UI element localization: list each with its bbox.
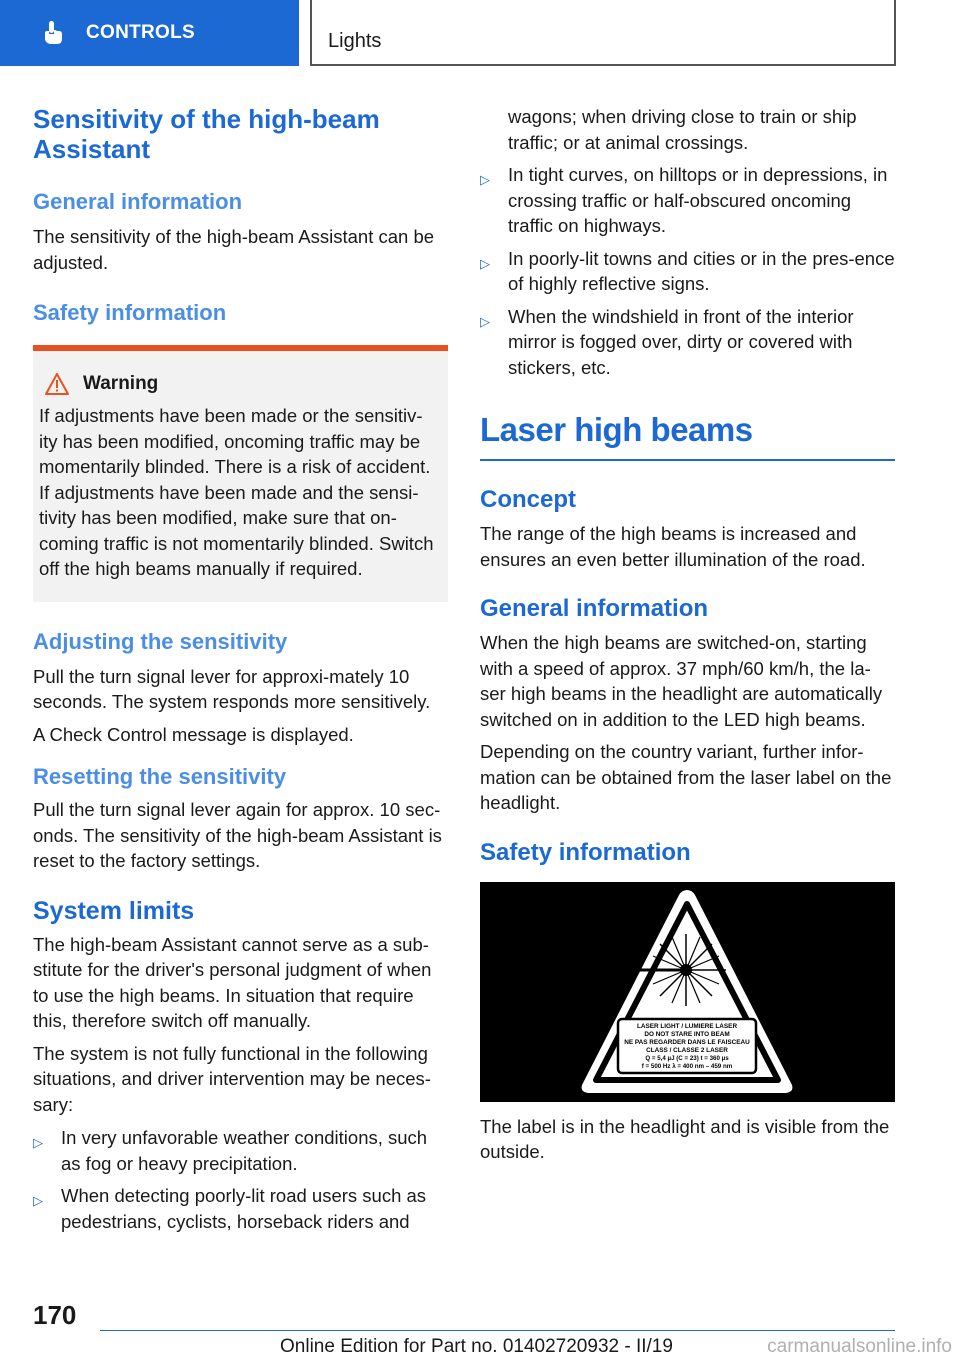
- list-item: ▷ When the windshield in front of the interior mirror is fogged over, dirty or covered with stickers, etc.: [480, 305, 854, 378]
- continued-text: wagons; when driving close to train or ship traffic; or at animal crossings.: [508, 106, 857, 153]
- page-header: [0, 0, 960, 66]
- laser-warning-sign: [480, 882, 895, 1102]
- edition-text: Online Edition for Part no. 01402720932 - II/19: [280, 1336, 673, 1357]
- section-tab[interactable]: [310, 0, 896, 66]
- watermark: carmanualsonline.info: [767, 1336, 952, 1357]
- triangle-bullet-icon: ▷: [480, 172, 490, 187]
- limits-text-2: The system is not fully functional in the following situations, and driver intervention may be neces-sary:: [33, 1042, 431, 1115]
- image-caption: The label is in the headlight and is visible from the outside.: [480, 1115, 890, 1162]
- system-limits-heading: System limits: [33, 896, 195, 925]
- laser-label-line: LASER LIGHT / LUMIERE LASER: [636, 1022, 738, 1030]
- warning-triangle-icon: [45, 373, 69, 395]
- hand-pointer-icon: [40, 20, 66, 46]
- footer-rule: [100, 1330, 895, 1331]
- laser-high-beams-heading: Laser high beams: [480, 411, 753, 448]
- warning-title: Warning: [83, 373, 159, 394]
- adjust-heading: Adjusting the sensitivity: [33, 628, 288, 654]
- safety-info-heading-right: Safety information: [480, 838, 691, 866]
- limits-list-left: [33, 1125, 448, 1234]
- triangle-bullet-icon: ▷: [33, 1193, 43, 1208]
- triangle-bullet-icon: ▷: [33, 1135, 43, 1150]
- triangle-bullet-icon: ▷: [480, 255, 490, 271]
- triangle-bullet-icon: ▷: [480, 313, 490, 329]
- adjust-text-1: Pull the turn signal lever for approxi-mately 10 seconds. The system responds more sensitively.: [33, 665, 431, 712]
- right-column: [480, 104, 895, 1165]
- warning-box: [33, 345, 448, 602]
- limits-list-right: [480, 162, 895, 380]
- warning-text: If adjustments have been made or the sensitiv-ity has been modified, oncoming traffic may be momentarily blinded. There is a risk of accident. If adjustments have been made and the sensi-tivity has been modified, make sure that on-coming traffic is not momentarily blinded. Switch off the high beams manually if required.: [39, 405, 434, 579]
- limits-text-1: The high-beam Assistant cannot serve as a sub-stitute for the driver's personal judgment of when to use the high beams. In situation that require this, therefore switch off manually.: [33, 933, 432, 1031]
- section-label: Lights: [328, 30, 382, 52]
- left-column: [33, 100, 448, 1241]
- general-info-heading-right: General information: [480, 595, 709, 622]
- adjust-text-2: A Check Control message is displayed.: [33, 723, 354, 745]
- chapter-tab[interactable]: [0, 0, 299, 66]
- laser-label-line: Q = 5,4 µJ (C = 23) t = 360 µs: [645, 1054, 729, 1062]
- warning-title-row: [45, 373, 440, 395]
- laser-warning-label-image: [480, 882, 895, 1102]
- safety-info-heading: Safety information: [33, 300, 227, 325]
- page-number: 170: [33, 1300, 77, 1330]
- list-item: ▷ In tight curves, on hilltops or in depressions, in crossing traffic or half-obscured oncoming traffic on highways.: [480, 164, 888, 236]
- list-item: ▷ When detecting poorly-lit road users such as pedestrians, cyclists, horseback riders and: [33, 1185, 427, 1232]
- sensitivity-title: Sensitivity of the high-beam Assistant: [33, 104, 380, 164]
- general-info-text: The sensitivity of the high-beam Assistant can be adjusted.: [33, 226, 435, 273]
- reset-text: Pull the turn signal lever again for approx. 10 sec-onds. The sensitivity of the high-beam Assistant is reset to the factory settings.: [33, 799, 442, 871]
- heading-rule: [480, 459, 895, 461]
- general-text-2: Depending on the country variant, further infor-mation can be obtained from the laser label on the headlight.: [480, 741, 892, 813]
- laser-label-line: DO NOT STARE INTO BEAM: [644, 1030, 730, 1038]
- laser-label-line: NE PAS REGARDER DANS LE FAISCEAU: [624, 1038, 750, 1046]
- concept-heading: Concept: [480, 486, 576, 513]
- general-text-1: When the high beams are switched-on, starting with a speed of approx. 37 mph/60 km/h, the la-ser high beams in the headlight are automatically switched on in addition to the LED high beams.: [480, 632, 883, 730]
- chapter-label: CONTROLS: [86, 22, 196, 43]
- list-item: ▷ In very unfavorable weather conditions, such as fog or heavy precipitation.: [33, 1127, 428, 1174]
- concept-text: The range of the high beams is increased and ensures an even better illumination of the road.: [480, 523, 866, 570]
- reset-heading: Resetting the sensitivity: [33, 764, 287, 789]
- laser-label-line: CLASS / CLASSE 2 LASER: [646, 1046, 728, 1054]
- laser-label-line: f = 500 Hz λ = 400 nm – 459 nm: [641, 1062, 733, 1070]
- list-item: ▷ In poorly-lit towns and cities or in the pres-ence of highly reflective signs.: [480, 247, 895, 294]
- general-info-heading: General information: [33, 189, 243, 214]
